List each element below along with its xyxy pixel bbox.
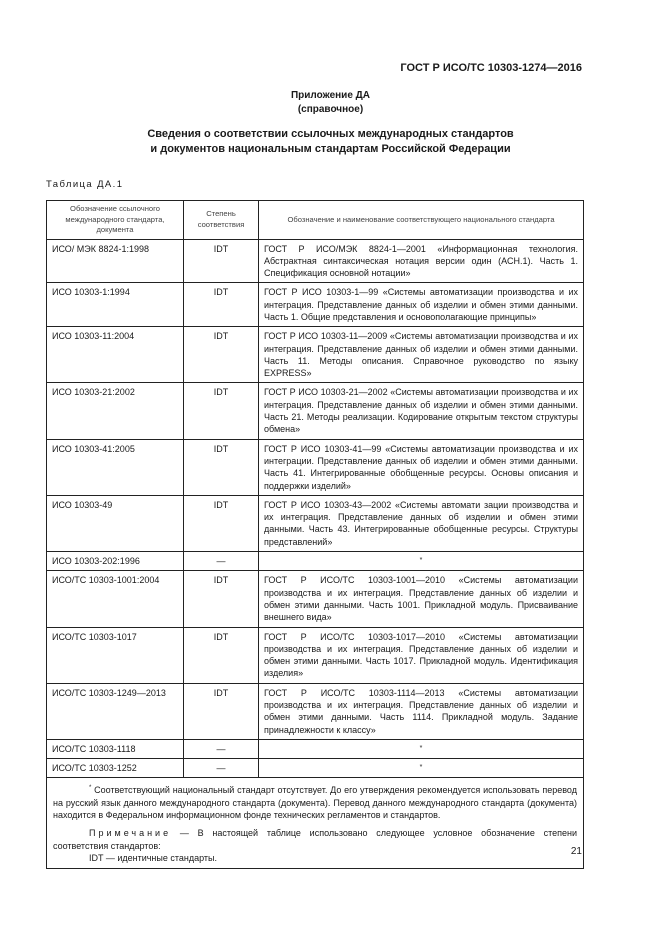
degree-cell: IDT — [184, 627, 259, 683]
document-code: ГОСТ Р ИСО/ТС 10303-1274—2016 — [400, 62, 582, 74]
degree-cell: IDT — [184, 495, 259, 551]
degree-cell: IDT — [184, 283, 259, 327]
international-standard-cell: ИСО/ТС 10303-1017 — [47, 627, 184, 683]
degree-cell: — — [184, 739, 259, 758]
national-standard-cell: ГОСТ Р ИСО/ТС 10303-1017—2010 «Системы автоматизации производства и их интеграция. Представление данных об изделии и обмен этими данными. Часть 1017. Прикладной модуль. Идентификация изделия» — [259, 627, 584, 683]
table-row — [47, 627, 584, 683]
table-row — [47, 495, 584, 551]
header-national-standard: Обозначение и наименование соответствующего национального стандарта — [259, 201, 584, 240]
table-row — [47, 439, 584, 495]
section-title — [0, 127, 661, 157]
table-row — [47, 383, 584, 439]
national-standard-cell: ГОСТ Р ИСО/ТС 10303-1001—2010 «Системы автоматизации производства и их интеграция. Представление данных об изделии и обмен этими данными. Часть 1001. Прикладной модуль. Присваивание внешнего вида» — [259, 571, 584, 627]
international-standard-cell: ИСО 10303-41:2005 — [47, 439, 184, 495]
international-standard-cell: ИСО/ МЭК 8824-1:1998 — [47, 239, 184, 283]
degree-cell: IDT — [184, 239, 259, 283]
international-standard-cell: ИСО 10303-1:1994 — [47, 283, 184, 327]
degree-cell: IDT — [184, 327, 259, 383]
international-standard-cell: ИСО 10303-202:1996 — [47, 552, 184, 571]
note-text: — В настоящей таблице использовано следующее условное обозначение степени соответствия стандартов: — [53, 828, 577, 851]
table-label: Таблица ДА.1 — [46, 179, 124, 190]
international-standard-cell: ИСО 10303-49 — [47, 495, 184, 551]
national-standard-cell: ГОСТ Р ИСО 10303-1—99 «Системы автоматизации производства и их интеграция. Представление данных об изделии и обмен этими данными. Часть 1. Общие представления и основополагающие принципы» — [259, 283, 584, 327]
national-standard-cell: ГОСТ Р ИСО 10303-41—99 «Системы автоматизации производства и их интеграции. Представление данных об изделии и обмен этими данными. Часть 41. Интегрированные обобщенные ресурсы. Основы описания и поддержки изделий» — [259, 439, 584, 495]
table-row — [47, 571, 584, 627]
degree-cell: IDT — [184, 571, 259, 627]
header-international-standard: Обозначение ссылочного международного стандарта, документа — [47, 201, 184, 240]
section-title-line2: и документов национальным стандартам Российской Федерации — [150, 143, 511, 155]
international-standard-cell: ИСО/ТС 10303-1118 — [47, 739, 184, 758]
section-title-line1: Сведения о соответствии ссылочных международных стандартов — [147, 128, 514, 140]
international-standard-cell: ИСО/ТС 10303-1252 — [47, 759, 184, 778]
international-standard-cell: ИСО/ТС 10303-1001:2004 — [47, 571, 184, 627]
table-header-row — [47, 201, 584, 240]
national-standard-cell: ГОСТ Р ИСО/МЭК 8824-1—2001 «Информационная технология. Абстрактная синтаксическая нотация версии один (АСН.1). Часть 1. Спецификация основной нотации» — [259, 239, 584, 283]
degree-cell: IDT — [184, 383, 259, 439]
national-standard-cell: ГОСТ Р ИСО 10303-21—2002 «Системы автоматизации производства и их интеграция. Представление данных об изделии и обмен этими данными. Часть 21. Методы реализации. Кодирование открытым текстом структуры обмена» — [259, 383, 584, 439]
degree-cell: IDT — [184, 439, 259, 495]
table-footer-row — [47, 778, 584, 869]
note-label: Примечание — [89, 828, 172, 839]
note-idt: IDT — идентичные стандарты. — [89, 852, 218, 863]
table-row — [47, 683, 584, 739]
appendix-title: Приложение ДА — [290, 90, 371, 101]
national-standard-cell: * — [259, 759, 584, 778]
table-row — [47, 283, 584, 327]
footnote-mark: * — [89, 785, 92, 792]
table-footer — [47, 778, 584, 869]
appendix-subtitle: (справочное) — [297, 104, 364, 115]
table-row — [47, 239, 584, 283]
national-standard-cell: * — [259, 739, 584, 758]
international-standard-cell: ИСО 10303-21:2002 — [47, 383, 184, 439]
international-standard-cell: ИСО/ТС 10303-1249—2013 — [47, 683, 184, 739]
table-row — [47, 327, 584, 383]
table-row — [47, 739, 584, 758]
degree-cell: — — [184, 552, 259, 571]
correspondence-table — [46, 200, 584, 869]
national-standard-cell: ГОСТ Р ИСО/ТС 10303-1114—2013 «Системы автоматизации производства и их интеграция. Представление данных об изделии и обмен этими данными. Часть 1114. Прикладной модуль. Задание принадлежности к классу» — [259, 683, 584, 739]
footnote — [53, 782, 577, 821]
national-standard-cell: ГОСТ Р ИСО 10303-11—2009 «Системы автоматизации производства и их интеграция. Представление данных об изделии и обмен этими данными. Часть 11. Методы описания. Справочное руководство по языку EXPRESS» — [259, 327, 584, 383]
table-row — [47, 759, 584, 778]
table-row — [47, 552, 584, 571]
footnote-text: Соответствующий национальный стандарт отсутствует. До его утверждения рекомендуется использовать перевод на русский язык данного международного стандарта (документа). Перевод данного международного стандарта (документа) находится в Федеральном информационном фонде технических регламентов и стандартов. — [53, 785, 577, 821]
international-standard-cell: ИСО 10303-11:2004 — [47, 327, 184, 383]
national-standard-cell: * — [259, 552, 584, 571]
degree-cell: — — [184, 759, 259, 778]
header-degree: Степень соответствия — [184, 201, 259, 240]
page-number: 21 — [570, 846, 582, 857]
degree-cell: IDT — [184, 683, 259, 739]
note — [53, 827, 577, 852]
national-standard-cell: ГОСТ Р ИСО 10303-43—2002 «Системы автомати зации производства и их интеграция. Представление данных об изделии и обмен этими данными. Часть 43. Интегрированные обобщенные ресурсы. Структуры представлений» — [259, 495, 584, 551]
